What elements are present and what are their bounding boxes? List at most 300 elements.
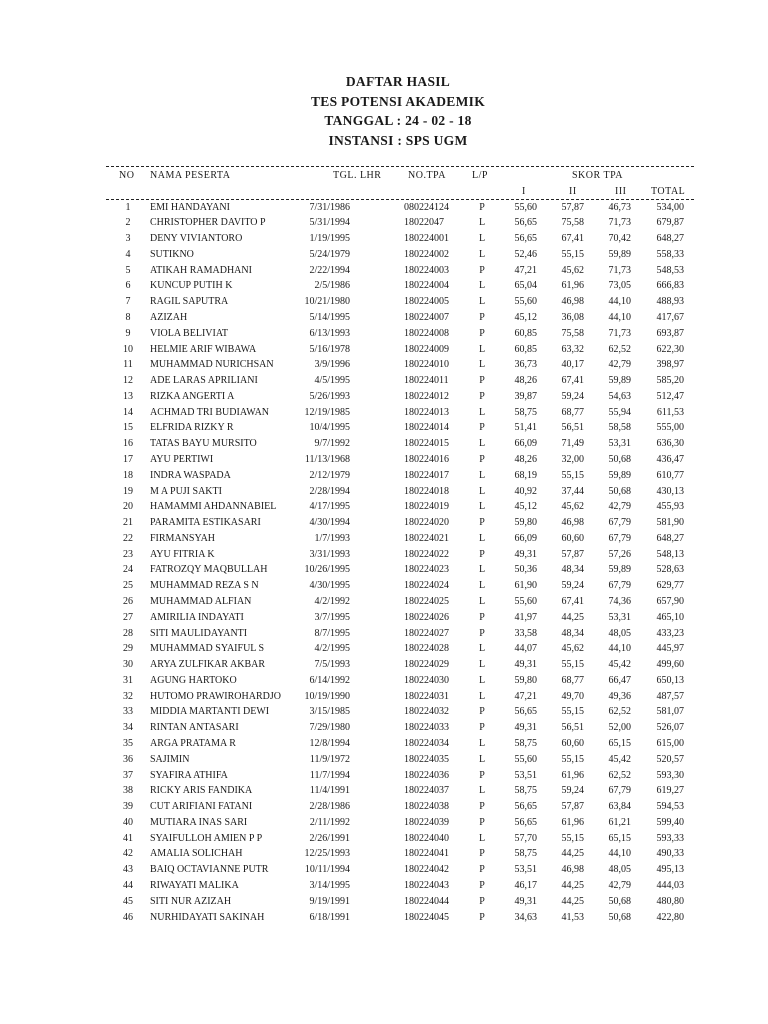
row-skor-i: 56,65 — [514, 801, 537, 813]
row-no-tpa: 180224018 — [404, 485, 449, 497]
row-tgl-lahir: 9/7/1992 — [314, 438, 350, 450]
row-nama-peserta: KUNCUP PUTIH K — [150, 280, 233, 292]
row-lp: L — [478, 738, 486, 750]
table-row — [0, 894, 768, 910]
row-tgl-lahir: 2/5/1986 — [314, 280, 350, 292]
row-skor-i: 61,90 — [514, 580, 537, 592]
row-lp: L — [478, 564, 486, 576]
row-skor-i: 56,65 — [514, 217, 537, 229]
row-skor-i: 39,87 — [514, 390, 537, 402]
row-skor-i: 45,12 — [514, 501, 537, 513]
row-nama-peserta: MIDDIA MARTANTI DEWI — [150, 706, 270, 718]
row-nama-peserta: RIWAYATI MALIKA — [150, 880, 239, 892]
table-row — [0, 405, 768, 421]
row-nama-peserta: MUHAMMAD NURICHSAN — [150, 359, 274, 371]
row-total: 619,27 — [656, 785, 684, 797]
row-no: 29 — [123, 643, 133, 655]
row-skor-iii: 57,26 — [608, 548, 631, 560]
table-row — [0, 626, 768, 642]
row-skor-i: 48,26 — [514, 375, 537, 387]
row-skor-ii: 48,34 — [561, 627, 584, 639]
row-skor-iii: 73,05 — [608, 280, 631, 292]
row-skor-ii: 44,25 — [561, 880, 584, 892]
row-skor-ii: 56,51 — [561, 722, 584, 734]
row-no: 8 — [125, 311, 131, 323]
header-skor-iii: III — [615, 186, 627, 197]
row-tgl-lahir: 11/4/1991 — [309, 785, 350, 797]
row-lp: P — [479, 201, 485, 213]
row-total: 417,67 — [656, 311, 684, 323]
row-no-tpa: 180224002 — [404, 248, 449, 260]
row-skor-ii: 36,08 — [561, 311, 584, 323]
row-nama-peserta: HELMIE ARIF WIBAWA — [150, 343, 257, 355]
row-no-tpa: 180224007 — [404, 311, 449, 323]
table-row — [0, 657, 768, 673]
row-skor-ii: 48,34 — [561, 564, 584, 576]
row-skor-i: 59,80 — [514, 517, 537, 529]
row-no-tpa: 180224029 — [404, 659, 449, 671]
row-lp: L — [478, 406, 486, 418]
row-skor-i: 56,65 — [514, 233, 537, 245]
table-row — [0, 673, 768, 689]
row-no-tpa: 180224008 — [404, 327, 449, 339]
row-nama-peserta: ADE LARAS APRILIANI — [150, 375, 258, 387]
row-lp: L — [478, 438, 486, 450]
row-total: 495,13 — [656, 864, 684, 876]
row-no: 6 — [125, 280, 131, 292]
row-tgl-lahir: 6/13/1993 — [309, 327, 350, 339]
row-nama-peserta: ACHMAD TRI BUDIAWAN — [150, 406, 270, 418]
row-skor-i: 59,80 — [514, 674, 537, 686]
row-no-tpa: 180224004 — [404, 280, 449, 292]
row-no-tpa: 180224023 — [404, 564, 449, 576]
row-nama-peserta: HAMAMMI AHDANNABIEL — [150, 501, 277, 513]
header-nama-peserta: NAMA PESERTA — [150, 170, 231, 181]
row-skor-i: 53,51 — [514, 769, 537, 781]
row-no-tpa: 180224043 — [404, 880, 449, 892]
row-lp: L — [478, 343, 486, 355]
table-row — [0, 452, 768, 468]
row-nama-peserta: AMIRILIA INDAYATI — [150, 611, 244, 623]
row-nama-peserta: ARGA PRATAMA R — [150, 738, 236, 750]
row-total: 558,33 — [656, 248, 684, 260]
row-total: 534,00 — [656, 201, 684, 213]
row-tgl-lahir: 7/29/1980 — [309, 722, 350, 734]
row-tgl-lahir: 11/9/1972 — [309, 753, 350, 765]
row-skor-ii: 45,62 — [561, 501, 584, 513]
row-total: 520,57 — [656, 753, 684, 765]
row-skor-ii: 56,51 — [561, 422, 584, 434]
row-skor-i: 66,09 — [514, 438, 537, 450]
row-lp: L — [478, 501, 486, 513]
row-lp: L — [478, 248, 486, 260]
table-row — [0, 641, 768, 657]
row-nama-peserta: MUHAMMAD SYAIFUL S — [150, 643, 265, 655]
row-skor-ii: 44,25 — [561, 895, 584, 907]
row-no-tpa: 180224021 — [404, 532, 449, 544]
header-total: TOTAL — [651, 186, 686, 197]
row-lp: P — [479, 453, 485, 465]
row-no-tpa: 180224026 — [404, 611, 449, 623]
table-row — [0, 499, 768, 515]
row-lp: L — [478, 596, 486, 607]
row-skor-iii: 62,52 — [608, 343, 631, 355]
row-skor-i: 55,60 — [514, 201, 537, 213]
row-skor-i: 58,75 — [514, 848, 537, 860]
row-total: 465,10 — [656, 611, 684, 623]
row-skor-iii: 74,36 — [608, 596, 631, 607]
row-lp: P — [479, 517, 485, 529]
row-skor-iii: 44,10 — [608, 311, 631, 323]
row-lp: L — [478, 785, 486, 797]
table-row — [0, 815, 768, 831]
header-no: NO — [119, 170, 135, 181]
row-total: 610,77 — [656, 469, 684, 481]
table-row — [0, 373, 768, 389]
row-total: 611,53 — [656, 406, 684, 418]
row-skor-i: 53,51 — [514, 864, 537, 876]
row-skor-iii: 63,84 — [608, 801, 631, 813]
row-lp: L — [478, 580, 486, 592]
row-skor-i: 45,12 — [514, 311, 537, 323]
row-tgl-lahir: 2/22/1994 — [309, 264, 350, 276]
row-skor-ii: 61,96 — [561, 769, 584, 781]
table-row — [0, 231, 768, 247]
row-no: 46 — [123, 911, 133, 923]
row-skor-ii: 45,62 — [561, 264, 584, 276]
table-row — [0, 736, 768, 752]
row-tgl-lahir: 6/18/1991 — [309, 911, 350, 923]
row-skor-ii: 57,87 — [561, 548, 584, 560]
row-skor-i: 60,85 — [514, 343, 537, 355]
row-nama-peserta: SAJIMIN — [150, 753, 190, 765]
row-tgl-lahir: 2/11/1992 — [309, 816, 350, 828]
row-lp: L — [478, 296, 486, 308]
row-tgl-lahir: 10/4/1995 — [309, 422, 350, 434]
row-lp: L — [478, 690, 486, 702]
row-no-tpa: 180224001 — [404, 233, 449, 245]
row-no-tpa: 180224032 — [404, 706, 449, 718]
row-nama-peserta: SYAFIRA ATHIFA — [150, 769, 228, 781]
row-skor-iii: 70,42 — [608, 233, 631, 245]
row-lp: L — [478, 659, 486, 671]
table-row — [0, 578, 768, 594]
table-row — [0, 752, 768, 768]
row-nama-peserta: FIRMANSYAH — [150, 532, 216, 544]
row-lp: P — [479, 627, 485, 639]
row-tgl-lahir: 4/17/1995 — [309, 501, 350, 513]
row-skor-ii: 46,98 — [561, 864, 584, 876]
title-test-name: TES POTENSI AKADEMIK — [310, 93, 486, 109]
row-skor-iii: 71,73 — [608, 264, 631, 276]
title-institution: INSTANSI : SPS UGM — [328, 132, 468, 148]
row-lp: L — [478, 280, 486, 292]
row-tgl-lahir: 11/7/1994 — [309, 769, 350, 781]
row-nama-peserta: EMI HANDAYANI — [150, 201, 230, 213]
row-skor-iii: 46,73 — [608, 201, 631, 213]
row-skor-i: 49,31 — [514, 895, 537, 907]
row-total: 488,93 — [656, 296, 684, 308]
row-no-tpa: 180224028 — [404, 643, 449, 655]
row-total: 693,87 — [656, 327, 684, 339]
row-tgl-lahir: 3/31/1993 — [309, 548, 350, 560]
row-no-tpa: 180224010 — [404, 359, 449, 371]
table-row — [0, 910, 768, 926]
row-nama-peserta: ATIKAH RAMADHANI — [150, 264, 252, 276]
header-lp: L/P — [472, 170, 488, 181]
table-row — [0, 878, 768, 894]
row-nama-peserta: TATAS BAYU MURSITO — [150, 438, 257, 450]
row-no-tpa: 180224031 — [404, 690, 449, 702]
row-no-tpa: 180224030 — [404, 674, 449, 686]
row-skor-ii: 55,15 — [561, 832, 584, 844]
row-total: 433,23 — [656, 627, 684, 639]
document-title-block — [0, 72, 768, 150]
row-no: 9 — [125, 327, 131, 339]
table-row — [0, 420, 768, 436]
row-total: 599,40 — [656, 816, 684, 828]
row-no-tpa: 180224012 — [404, 390, 449, 402]
row-tgl-lahir: 1/19/1995 — [309, 233, 350, 245]
row-total: 445,97 — [656, 643, 684, 655]
row-no-tpa: 180224003 — [404, 264, 449, 276]
row-skor-iii: 62,52 — [608, 706, 631, 718]
row-nama-peserta: AYU FITRIA K — [150, 548, 215, 560]
row-no-tpa: 180224041 — [404, 848, 449, 860]
row-no-tpa: 180224019 — [404, 501, 449, 513]
row-tgl-lahir: 5/31/1994 — [309, 217, 350, 229]
row-skor-i: 48,26 — [514, 453, 537, 465]
row-tgl-lahir: 4/30/1994 — [309, 517, 350, 529]
row-skor-ii: 55,15 — [561, 753, 584, 765]
row-no-tpa: 180224011 — [404, 375, 449, 387]
row-tgl-lahir: 5/14/1995 — [309, 311, 350, 323]
table-row — [0, 310, 768, 326]
row-skor-ii: 55,15 — [561, 469, 584, 481]
row-no: 33 — [123, 706, 133, 718]
row-no: 1 — [125, 201, 131, 213]
row-nama-peserta: DENY VIVIANTORO — [150, 233, 243, 245]
row-no: 44 — [123, 880, 133, 892]
row-skor-iii: 44,10 — [608, 296, 631, 308]
row-lp: P — [479, 611, 485, 623]
row-nama-peserta: RIZKA ANGERTI A — [150, 390, 235, 402]
row-no: 23 — [123, 548, 133, 560]
row-nama-peserta: MUHAMMAD ALFIAN — [150, 596, 252, 607]
row-skor-ii: 46,98 — [561, 517, 584, 529]
table-row — [0, 547, 768, 563]
row-skor-iii: 50,68 — [608, 895, 631, 907]
row-skor-ii: 44,25 — [561, 848, 584, 860]
row-lp: L — [478, 233, 486, 245]
row-nama-peserta: RINTAN ANTASARI — [150, 722, 239, 734]
row-no: 17 — [123, 453, 133, 465]
row-skor-i: 58,75 — [514, 785, 537, 797]
row-skor-i: 34,63 — [514, 911, 537, 923]
row-no: 10 — [123, 343, 133, 355]
row-no: 39 — [123, 801, 133, 813]
row-total: 679,87 — [656, 217, 684, 229]
row-tgl-lahir: 4/30/1995 — [309, 580, 350, 592]
row-skor-ii: 55,15 — [561, 659, 584, 671]
row-no: 34 — [123, 722, 133, 734]
row-skor-ii: 61,96 — [561, 816, 584, 828]
row-no-tpa: 180224033 — [404, 722, 449, 734]
row-tgl-lahir: 2/28/1986 — [309, 801, 350, 813]
row-no-tpa: 180224009 — [404, 343, 449, 355]
row-skor-iii: 53,31 — [608, 611, 631, 623]
table-row — [0, 278, 768, 294]
row-skor-iii: 42,79 — [608, 359, 631, 371]
row-skor-i: 55,60 — [514, 296, 537, 308]
row-skor-i: 65,04 — [514, 280, 537, 292]
table-row — [0, 357, 768, 373]
row-skor-iii: 44,10 — [608, 848, 631, 860]
row-lp: L — [478, 753, 486, 765]
row-skor-iii: 67,79 — [608, 785, 631, 797]
row-skor-i: 49,31 — [514, 722, 537, 734]
row-skor-iii: 48,05 — [608, 864, 631, 876]
row-no-tpa: 180224022 — [404, 548, 449, 560]
row-lp: P — [479, 390, 485, 402]
row-no-tpa: 180224045 — [404, 911, 449, 923]
row-skor-ii: 45,62 — [561, 643, 584, 655]
row-skor-i: 55,60 — [514, 596, 537, 607]
title-date: TANGGAL : 24 - 02 - 18 — [324, 113, 472, 128]
row-total: 648,27 — [656, 532, 684, 544]
table-row — [0, 531, 768, 547]
row-no: 11 — [123, 359, 133, 371]
table-row — [0, 247, 768, 263]
table-row — [0, 862, 768, 878]
row-nama-peserta: SITI NUR AZIZAH — [150, 895, 232, 907]
row-total: 657,90 — [656, 596, 684, 607]
row-nama-peserta: PARAMITA ESTIKASARI — [150, 517, 261, 529]
row-tgl-lahir: 3/14/1995 — [309, 880, 350, 892]
row-skor-i: 56,65 — [514, 706, 537, 718]
table-row — [0, 389, 768, 405]
table-row — [0, 594, 768, 610]
row-no: 5 — [125, 264, 131, 276]
row-no-tpa: 180224044 — [404, 895, 449, 907]
row-tgl-lahir: 7/31/1986 — [309, 201, 350, 213]
table-row — [0, 783, 768, 799]
row-no: 31 — [123, 674, 133, 686]
row-skor-i: 56,65 — [514, 816, 537, 828]
row-skor-iii: 59,89 — [608, 469, 631, 481]
row-lp: P — [479, 816, 485, 828]
header-skor-tpa: SKOR TPA — [572, 170, 623, 181]
row-skor-ii: 60,60 — [561, 738, 584, 750]
table-row — [0, 215, 768, 231]
row-total: 555,00 — [656, 422, 684, 434]
row-lp: P — [479, 548, 485, 560]
row-nama-peserta: AYU PERTIWI — [150, 453, 214, 465]
row-skor-iii: 52,00 — [608, 722, 631, 734]
row-no: 41 — [123, 832, 133, 844]
row-nama-peserta: CHRISTOPHER DAVITO P — [150, 217, 266, 229]
row-no: 43 — [123, 864, 133, 876]
row-no-tpa: 080224124 — [404, 201, 449, 213]
row-total: 490,33 — [656, 848, 684, 860]
row-no: 42 — [123, 848, 133, 860]
row-lp: L — [478, 359, 486, 371]
table-row — [0, 562, 768, 578]
row-lp: L — [478, 674, 486, 686]
row-tgl-lahir: 3/15/1985 — [309, 706, 350, 718]
row-total: 593,30 — [656, 769, 684, 781]
row-no-tpa: 180224027 — [404, 627, 449, 639]
row-skor-i: 58,75 — [514, 738, 537, 750]
row-nama-peserta: M A PUJI SAKTI — [150, 485, 222, 497]
row-skor-ii: 67,41 — [561, 375, 584, 387]
row-skor-i: 57,70 — [514, 832, 537, 844]
row-total: 487,57 — [656, 690, 684, 702]
row-skor-i: 51,41 — [514, 422, 537, 434]
row-lp: L — [478, 832, 486, 844]
header-skor-i: I — [522, 186, 526, 197]
row-nama-peserta: ARYA ZULFIKAR AKBAR — [150, 659, 266, 671]
row-tgl-lahir: 9/19/1991 — [309, 895, 350, 907]
top-dashed-divider — [106, 166, 694, 167]
row-total: 585,20 — [656, 375, 684, 387]
header-tgl-lahir: TGL. LHR — [333, 170, 382, 181]
row-nama-peserta: MUHAMMAD REZA S N — [150, 580, 259, 592]
row-total: 593,33 — [656, 832, 684, 844]
row-tgl-lahir: 2/28/1994 — [309, 485, 350, 497]
row-skor-iii: 65,15 — [608, 832, 631, 844]
row-skor-ii: 67,41 — [561, 596, 584, 607]
row-total: 548,13 — [656, 548, 684, 560]
row-skor-i: 66,09 — [514, 532, 537, 544]
row-no: 14 — [123, 406, 133, 418]
row-skor-ii: 75,58 — [561, 327, 584, 339]
row-tgl-lahir: 1/7/1993 — [314, 532, 350, 544]
row-skor-iii: 50,68 — [608, 453, 631, 465]
row-lp: P — [479, 880, 485, 892]
row-total: 528,63 — [656, 564, 684, 576]
row-lp: P — [479, 722, 485, 734]
row-tgl-lahir: 5/24/1979 — [309, 248, 350, 260]
row-skor-i: 49,31 — [514, 659, 537, 671]
row-no: 2 — [125, 217, 131, 229]
row-skor-iii: 50,68 — [608, 911, 631, 923]
row-tgl-lahir: 4/5/1995 — [314, 375, 350, 387]
table-row — [0, 831, 768, 847]
row-tgl-lahir: 8/7/1995 — [314, 627, 350, 639]
row-tgl-lahir: 5/26/1993 — [309, 390, 350, 402]
row-no-tpa: 180224020 — [404, 517, 449, 529]
row-no-tpa: 180224016 — [404, 453, 449, 465]
row-skor-ii: 75,58 — [561, 217, 584, 229]
row-total: 581,07 — [656, 706, 684, 718]
row-no: 30 — [123, 659, 133, 671]
row-skor-i: 55,60 — [514, 753, 537, 765]
row-lp: L — [478, 532, 486, 544]
row-skor-i: 41,97 — [514, 611, 537, 623]
row-total: 398,97 — [656, 359, 684, 371]
row-no-tpa: 180224015 — [404, 438, 449, 450]
row-lp: L — [478, 217, 486, 229]
row-skor-ii: 59,24 — [561, 390, 584, 402]
row-total: 648,27 — [656, 233, 684, 245]
row-skor-ii: 71,49 — [561, 438, 584, 450]
row-skor-ii: 59,24 — [561, 785, 584, 797]
row-no: 4 — [125, 248, 131, 260]
row-tgl-lahir: 5/16/1978 — [309, 343, 350, 355]
row-total: 615,00 — [656, 738, 684, 750]
row-skor-iii: 71,73 — [608, 327, 631, 339]
